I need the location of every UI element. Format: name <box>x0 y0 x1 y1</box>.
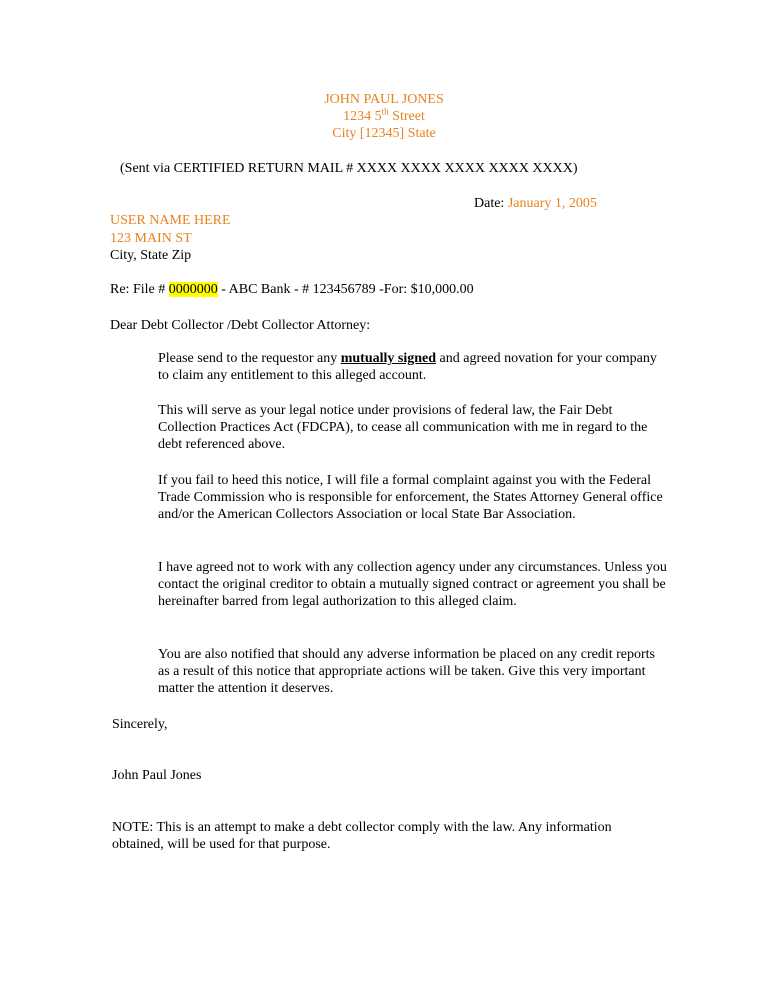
street-ordinal: th <box>381 106 389 117</box>
salutation: Dear Debt Collector /Debt Collector Attorney: <box>110 318 371 333</box>
paragraph-2: This will serve as your legal notice under provisions of federal law, the Fair Debt Collection Practices Act (FDCPA), to cease all communication with me in regard to the debt referenced above. <box>158 403 648 452</box>
sender-state: State <box>404 126 436 141</box>
paragraph-5: You are also notified that should any adverse information be placed on any credit reports as a result of this notice that appropriate actions will be taken. Give this very important matter the attention it deserves. <box>158 647 655 696</box>
reference-suffix: - ABC Bank - # 123456789 -For: $10,000.00 <box>217 282 474 297</box>
recipient-street: 123 MAIN ST <box>110 231 192 246</box>
paragraph-1 <box>158 350 668 384</box>
recipient-name: USER NAME HERE <box>110 213 231 228</box>
reference-line <box>110 281 474 298</box>
p1-text-b: and agreed novation for your company to claim any entitlement to this alleged account. <box>158 351 657 383</box>
signature-name: John Paul Jones <box>112 768 202 783</box>
file-number: 0000000 <box>168 282 218 297</box>
recipient-city: City, State Zip <box>110 248 192 263</box>
paragraph-4: I have agreed not to work with any collection agency under any circumstances. Unless you contact the original creditor to obtain a mutually signed contract or agreement you shall be hereinafter barred from legal authorization to this alleged claim. <box>158 560 667 609</box>
date-value: January 1, 2005 <box>507 196 597 211</box>
reference-prefix: Re: File # <box>110 282 169 297</box>
note: NOTE: This is an attempt to make a debt collector comply with the law. Any information obtained, will be used for that purpose. <box>112 820 612 852</box>
sent-via-line: (Sent via CERTIFIED RETURN MAIL # XXXX XXXX XXXX XXXX XXXX) <box>120 161 578 176</box>
sender-city-line <box>0 125 768 142</box>
date-label: Date: <box>474 196 508 211</box>
sender-city: City <box>332 126 360 141</box>
p1-emphasis: mutually signed <box>340 351 437 366</box>
sender-street <box>0 108 768 125</box>
sender-zip: [12345] <box>359 126 405 141</box>
street-name: Street <box>388 109 425 124</box>
paragraph-3: If you fail to heed this notice, I will file a formal complaint against you with the Federal Trade Commission who is responsible for enforcement, the States Attorney General office and/or the American Collectors Association or local State Bar Association. <box>158 473 663 522</box>
street-number: 1234 5 <box>343 109 382 124</box>
sender-name: JOHN PAUL JONES <box>324 92 444 107</box>
date-line <box>474 195 597 212</box>
p1-text-a: Please send to the requestor any <box>158 351 341 366</box>
closing: Sincerely, <box>112 717 168 732</box>
